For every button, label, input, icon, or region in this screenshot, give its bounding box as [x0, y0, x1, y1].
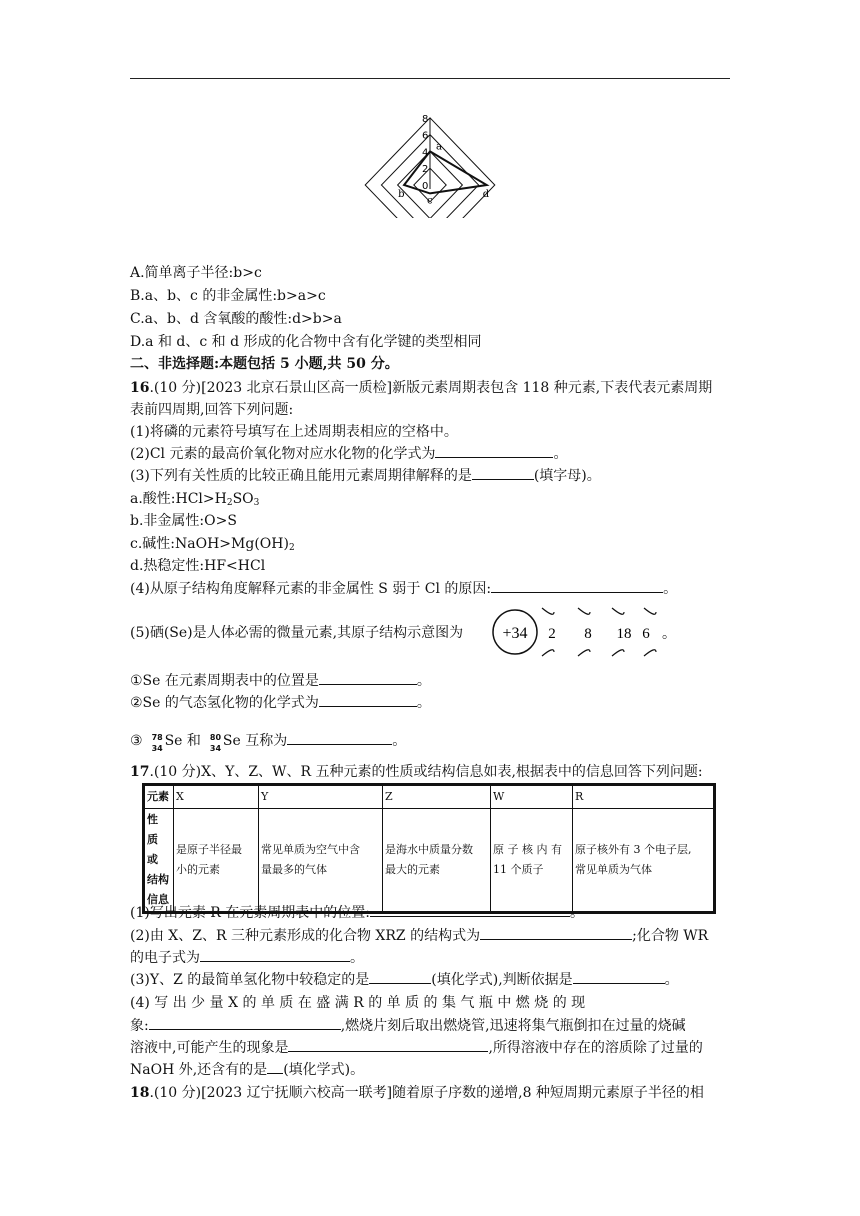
se-atom-diagram: [490, 604, 680, 660]
table-header: Z: [383, 785, 491, 809]
table-header: X: [174, 785, 259, 809]
row-label-line: 信息: [147, 893, 169, 906]
isotope-se78: [143, 730, 165, 753]
q17-number: 17: [130, 764, 150, 780]
mass-number: 80: [209, 733, 222, 742]
q18-heading-text: .(10 分)[2023 辽宁抚顺六校高一联考]随着原子序数的递增,8 种短周期元素原子半径的相: [149, 1085, 704, 1101]
q17-part4c-text: 溶液中,可能产生的现象是: [130, 1040, 289, 1056]
answer-blank[interactable]: [480, 925, 632, 940]
q17-part2-text: (2)由 X、Z、R 三种元素形成的化合物 XRZ 的结构式为: [130, 928, 481, 944]
answer-blank[interactable]: [319, 670, 417, 685]
q16-part2: [130, 443, 567, 465]
answer-blank[interactable]: [287, 730, 392, 745]
choice-c-text: c.碱性:NaOH>Mg(OH): [130, 536, 289, 552]
element-info-table: [142, 783, 716, 914]
q16-heading: [130, 377, 712, 399]
cell-line: 常见单质为空气中含: [261, 843, 360, 856]
table-cell: [174, 809, 259, 913]
radar-tick-label: 6: [422, 130, 429, 142]
sub2-end: 。: [416, 695, 431, 711]
answer-blank[interactable]: [573, 969, 665, 984]
sub3-mark: ③: [130, 733, 143, 749]
choice-a-text: SO: [232, 491, 254, 507]
shell-arc: [578, 608, 590, 614]
section-heading: 二、非选择题:本题包括 5 小题,共 50 分。: [130, 356, 399, 372]
radar-tick-label: 0: [422, 181, 429, 192]
option-b: B.a、b、c 的非金属性:b>a>c: [130, 288, 326, 304]
table-header: 元素: [144, 785, 174, 809]
q17-part4b: [130, 1015, 686, 1037]
answer-blank[interactable]: [491, 578, 663, 593]
q17-part4d: [130, 1059, 364, 1081]
radar-point-label: b: [398, 189, 405, 200]
q17-part3-text: (填化学式),判断依据是: [431, 972, 573, 988]
cell-line: 最大的元素: [385, 863, 440, 876]
shell-arc: [644, 650, 656, 656]
q18-heading: [130, 1082, 704, 1104]
q16-sub2: [130, 692, 431, 714]
shell-arc: [612, 608, 624, 614]
shell-arc: [578, 650, 590, 656]
q17-heading: [130, 761, 703, 783]
shell-arc: [612, 650, 624, 656]
answer-blank[interactable]: [200, 947, 350, 962]
atomic-number: 34: [151, 744, 163, 753]
header-rule: [130, 78, 730, 79]
answer-blank[interactable]: [370, 902, 570, 917]
answer-blank[interactable]: [267, 1059, 283, 1074]
subscript: 2: [226, 498, 233, 508]
radar-tick-label: 2: [422, 164, 429, 176]
sub3-end: 。: [392, 733, 407, 749]
answer-blank[interactable]: [435, 443, 553, 458]
row-label-line: 或: [147, 853, 158, 866]
radar-tick-label: 4: [422, 147, 429, 159]
q16-part3: [130, 465, 601, 487]
answer-blank[interactable]: [149, 1015, 341, 1030]
cell-line: 原子核外有 3 个电子层,: [575, 843, 692, 856]
answer-blank[interactable]: [472, 465, 534, 480]
q17-part3: [130, 969, 679, 991]
radar-chart: [355, 108, 505, 218]
q16-part2-text: (2)Cl 元素的最高价氧化物对应水化物的化学式为: [130, 446, 436, 462]
shell-count: 18: [616, 626, 632, 642]
sub3-text: Se 互称为: [222, 733, 288, 749]
nucleus-charge: +34: [502, 625, 528, 642]
shell-count: 8: [584, 626, 592, 642]
q17-part3-end: 。: [664, 972, 679, 988]
answer-blank[interactable]: [288, 1037, 488, 1052]
cell-line: 是海水中质量分数: [385, 843, 473, 856]
choice-a-text: a.酸性:HCl>H: [130, 491, 227, 507]
table-header: W: [491, 785, 573, 809]
table-header-row: [144, 785, 715, 809]
radar-tick-label: 8: [422, 113, 429, 125]
row-label: [144, 809, 174, 913]
cell-line: 11 个质子: [493, 863, 544, 876]
q18-number: 18: [130, 1085, 150, 1101]
mass-number: 78: [151, 733, 163, 742]
option-a: A.简单离子半径:b>c: [130, 265, 262, 281]
q17-part2b: [130, 947, 364, 969]
cell-line: 量最多的气体: [261, 863, 327, 876]
shell-arc: [542, 650, 554, 656]
table-cell: [259, 809, 383, 913]
isotope-se80: [201, 730, 223, 753]
cell-line: 常见单质为气体: [575, 863, 652, 876]
shell-count: 6: [642, 626, 650, 642]
q16-part2-end: 。: [553, 446, 568, 462]
sub3-text: Se 和: [164, 733, 201, 749]
subscript: 2: [288, 543, 295, 553]
table-cell: [491, 809, 573, 913]
q17-heading-text: .(10 分)X、Y、Z、W、R 五种元素的性质或结构信息如表,根据表中的信息回答下列问题:: [149, 764, 703, 780]
sub1-end: 。: [416, 673, 431, 689]
subscript: 3: [253, 498, 260, 508]
q17-part1: [130, 902, 584, 924]
radar-point-label: d: [482, 189, 490, 200]
option-d: D.a 和 d、c 和 d 形成的化合物中含有化学键的类型相同: [130, 334, 482, 350]
table-cell: [573, 809, 715, 913]
q16-part4: [130, 578, 677, 600]
row-label-line: 性 质: [147, 813, 158, 846]
shell-arc: [644, 608, 656, 614]
q16-part3-text: (3)下列有关性质的比较正确且能用元素周期律解释的是: [130, 468, 472, 484]
q16-part4-end: 。: [663, 581, 678, 597]
q17-part4c: [130, 1037, 703, 1059]
q17-part2b-text: 的电子式为: [130, 950, 200, 966]
q16-part4-text: (4)从原子结构角度解释元素的非金属性 S 弱于 Cl 的原因:: [130, 581, 492, 597]
cell-line: 原 子 核 内 有: [493, 843, 562, 856]
q16-part1: (1)将磷的元素符号填写在上述周期表相应的空格中。: [130, 424, 458, 440]
q17-part2b-end: 。: [350, 950, 364, 966]
q16-choice-b: b.非金属性:O>S: [130, 513, 237, 529]
q17-part3-text: (3)Y、Z 的最简单氢化物中较稳定的是: [130, 972, 370, 988]
option-c: C.a、b、d 含氧酸的酸性:d>b>a: [130, 311, 342, 327]
q16-sub1: [130, 670, 431, 692]
table-header: R: [573, 785, 715, 809]
q17-part4d-end: (填化学式)。: [283, 1062, 365, 1078]
cell-line: 小的元素: [176, 863, 220, 876]
q17-part4b-text: ,燃烧片刻后取出燃烧管,迅速将集气瓶倒扣在过量的烧碱: [340, 1018, 686, 1034]
q16-part3-end: (填字母)。: [533, 468, 601, 484]
row-label-line: 结构: [147, 873, 169, 886]
atomic-number: 34: [209, 744, 222, 753]
sub2-text: ②Se 的气态氢化物的化学式为: [130, 695, 319, 711]
shell-arc: [542, 608, 554, 614]
q17-part4c-text: ,所得溶液中存在的溶质除了过量的: [488, 1040, 703, 1056]
q17-part4b-text: 象:: [130, 1018, 149, 1034]
radar-point-label: a: [436, 141, 442, 153]
table-row: [144, 809, 715, 913]
q16-heading-text: .(10 分)[2023 北京石景山区高一质检]新版元素周期表包含 118 种元素,下表代表元素周期: [149, 380, 713, 396]
sub1-text: ①Se 在元素周期表中的位置是: [130, 673, 319, 689]
radar-point-label: c: [427, 195, 433, 207]
table-header: Y: [259, 785, 383, 809]
q16-number: 16: [130, 380, 150, 396]
q17-part1-text: (1)写出元素 R 在元素周期表中的位置:: [130, 905, 370, 921]
q17-part4d-text: NaOH 外,还含有的是: [130, 1062, 268, 1078]
q17-part1-end: 。: [570, 905, 584, 921]
q16-heading-2: 表前四周期,回答下列问题:: [130, 402, 294, 418]
q17-part2-text: ;化合物 WR: [632, 928, 709, 944]
q16-sub3: [130, 730, 406, 752]
diagram-period: 。: [662, 627, 676, 642]
shell-count: 2: [548, 626, 556, 642]
table-cell: [383, 809, 491, 913]
q16-part5: (5)硒(Se)是人体必需的微量元素,其原子结构示意图为: [130, 625, 464, 641]
q16-choice-d: d.热稳定性:HF<HCl: [130, 558, 266, 574]
cell-line: 是原子半径最: [176, 843, 242, 856]
answer-blank[interactable]: [369, 969, 431, 984]
q17-part4: (4) 写 出 少 量 X 的 单 质 在 盛 满 R 的 单 质 的 集 气 瓶 中 燃 烧 的 现: [130, 995, 586, 1011]
answer-blank[interactable]: [319, 692, 417, 707]
q17-part2: [130, 925, 708, 947]
